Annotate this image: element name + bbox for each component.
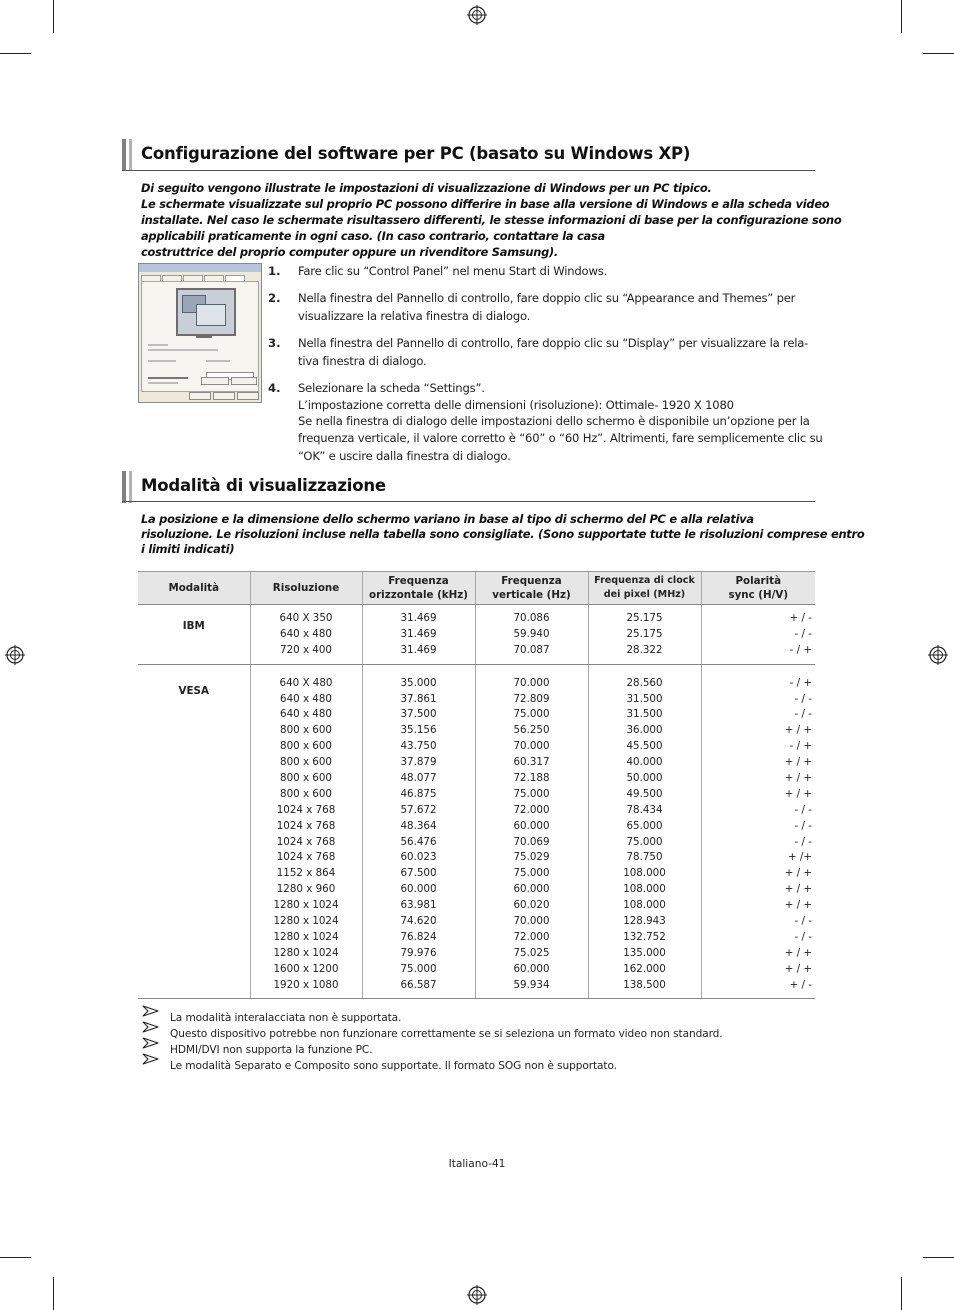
note-text: Le modalità Separato e Composito sono supportate. Il formato SOG non è supportato. — [170, 1060, 617, 1072]
table-cell-value: 60.000 — [513, 883, 550, 896]
table-cell-value: 70.086 — [513, 612, 550, 624]
crop-mark — [53, 0, 54, 33]
table-cell-value: 59.940 — [513, 627, 550, 640]
table-cell-value: 72.000 — [513, 803, 550, 816]
table-cell-value: 31.500 — [626, 708, 663, 721]
table-cell-value: 75.000 — [626, 835, 663, 848]
table-cell-value: - / - — [794, 692, 812, 705]
table-cell-value: 74.620 — [400, 915, 437, 928]
table-cell-value: 75.000 — [513, 867, 550, 880]
table-cell-value: 720 x 400 — [280, 643, 332, 656]
crop-mark — [923, 1257, 954, 1258]
step-text: tiva finestra di dialogo. — [298, 353, 427, 368]
table-cell-value: 640 x 480 — [280, 708, 332, 721]
table-cell-value: 800 x 600 — [280, 740, 332, 753]
table-cell-value: - / - — [794, 819, 812, 832]
intro-line: Di seguito vengono illustrate le impostazioni di visualizzazione di Windows per un PC tipico. — [141, 181, 712, 195]
step-text: Se nella finestra di dialogo delle impostazioni dello schermo è disponibile un’opzione per la — [298, 414, 810, 428]
intro-line: Le schermate visualizzate sul proprio PC possono differire in base alla versione di Windows e alla scheda video — [141, 197, 830, 211]
table-cell-value: 1280 x 1024 — [273, 915, 339, 928]
table-cell-value: 60.020 — [513, 899, 550, 912]
table-cell-value: 48.077 — [400, 772, 437, 785]
column-header: Risoluzione — [250, 572, 362, 605]
table-cell-value: 1024 x 768 — [276, 819, 336, 832]
crop-mark — [901, 0, 902, 33]
table-cell-value: 60.000 — [513, 819, 550, 832]
table-cell-value: 79.976 — [400, 946, 437, 959]
table-cell-value: + / + — [784, 962, 812, 975]
table-cell-value: - / - — [794, 803, 812, 816]
table-cell-value: - / + — [789, 643, 812, 656]
column-header: Modalità — [138, 572, 250, 605]
table-group-vesa — [138, 664, 815, 999]
table-cell-value: 1024 x 768 — [276, 835, 336, 848]
table-cell-value: 60.317 — [513, 756, 550, 769]
table-cell-value: 1152 x 864 — [276, 867, 336, 880]
registration-target-icon — [928, 645, 948, 665]
table-cell-value: + /+ — [788, 851, 812, 864]
table-cell-value: 1920 x 1080 — [273, 978, 339, 991]
intro-line: applicabili praticamente in ogni caso. (In caso contrario, contattare la casa — [141, 229, 605, 243]
v-freq-cell — [475, 664, 588, 999]
table-cell-value: 1280 x 960 — [276, 883, 336, 896]
note-text: HDMI/DVI non supporta la funzione PC. — [170, 1044, 373, 1056]
table-cell-value: 70.000 — [513, 676, 550, 689]
table-cell-value: 35.156 — [400, 724, 437, 737]
table-cell-value: 640 X 480 — [279, 676, 333, 689]
column-header: Polarità sync (H/V) — [701, 572, 815, 605]
monitor-icon — [176, 288, 236, 336]
table-cell-value: 108.000 — [623, 867, 666, 880]
table-cell-value: + / - — [789, 978, 812, 991]
table-cell-value: 60.023 — [400, 851, 437, 864]
table-cell-value: 25.175 — [626, 612, 663, 624]
table-cell-value: 35.000 — [400, 676, 437, 689]
table-cell-value: 640 x 480 — [280, 692, 332, 705]
table-cell-value: + / + — [784, 787, 812, 800]
crop-mark — [901, 1277, 902, 1310]
resolution-cell — [250, 664, 362, 999]
section-title: Configurazione del software per PC (basato su Windows XP) — [141, 144, 691, 163]
step-text: “OK” e uscire dalla finestra di dialogo. — [298, 449, 511, 463]
step-text: Selezionare la scheda “Settings”. — [298, 381, 485, 395]
table-cell-value: 138.500 — [623, 978, 666, 991]
table-cell-value: 72.000 — [513, 930, 550, 943]
section-intro — [141, 512, 864, 557]
polarity-cell — [701, 664, 815, 999]
table-cell-value: 76.824 — [400, 930, 437, 943]
table-cell-value: - / - — [794, 627, 812, 640]
table-cell-value: 72.809 — [513, 692, 550, 705]
table-cell-value: 31.469 — [400, 627, 437, 640]
intro-line: costruttrice del proprio computer oppure un rivenditore Samsung). — [141, 245, 559, 259]
table-cell-value: 1600 x 1200 — [273, 962, 339, 975]
table-cell-value: 108.000 — [623, 883, 666, 896]
table-cell-value: 78.750 — [626, 851, 663, 864]
arrow-right-icon — [142, 1020, 160, 1034]
table-cell-value: 45.500 — [626, 740, 663, 753]
table-cell-value: 31.469 — [400, 612, 437, 624]
table-cell-value: 108.000 — [623, 899, 666, 912]
window-titlebar — [139, 264, 261, 272]
table-cell-value: 31.469 — [400, 643, 437, 656]
table-cell-value: 56.476 — [400, 835, 437, 848]
table-cell-value: 75.000 — [400, 962, 437, 975]
table-cell-value: 75.025 — [513, 946, 550, 959]
note-text: La modalità interalacciata non è supportata. — [170, 1012, 402, 1024]
table-cell-value: + / + — [784, 724, 812, 737]
table-cell-value: 66.587 — [400, 978, 437, 991]
table-cell-value: 50.000 — [626, 772, 663, 785]
crop-mark — [53, 1277, 54, 1310]
table-cell-value: 640 X 350 — [279, 612, 333, 624]
table-cell-value: 132.752 — [623, 930, 666, 943]
column-header: Frequenza orizzontale (kHz) — [362, 572, 475, 605]
step-text: Fare clic su “Control Panel” nel menu Start di Windows. — [298, 264, 608, 278]
arrow-right-icon — [142, 1004, 160, 1018]
table-cell-value: 36.000 — [626, 724, 663, 737]
table-cell-value: 800 x 600 — [280, 787, 332, 800]
table-cell-value: + / + — [784, 772, 812, 785]
section-marker — [122, 139, 126, 171]
table-cell-value: 70.069 — [513, 835, 550, 848]
table-cell-value: 1280 x 1024 — [273, 899, 339, 912]
table-cell-value: 59.934 — [513, 978, 550, 991]
table-cell-value: 40.000 — [626, 756, 663, 769]
table-cell-value: 75.000 — [513, 787, 550, 800]
table-cell-value: 75.029 — [513, 851, 550, 864]
polarity-cell — [701, 605, 815, 665]
table-cell-value: 1024 x 768 — [276, 803, 336, 816]
table-cell-value: 37.861 — [400, 692, 437, 705]
table-cell-value: 37.500 — [400, 708, 437, 721]
table-cell-value: + / + — [784, 899, 812, 912]
crop-mark — [0, 53, 31, 54]
table-cell-value: 70.000 — [513, 915, 550, 928]
step-text: Nella finestra del Pannello di controllo, fare doppio clic su “Appearance and Themes” per — [298, 291, 796, 305]
step-number: 3. — [268, 336, 281, 350]
section-marker — [129, 471, 132, 503]
section-marker — [129, 139, 132, 171]
table-cell-value: - / - — [794, 835, 812, 848]
resolution-cell — [250, 605, 362, 665]
pixel-clock-cell — [588, 605, 701, 665]
table-cell-value: 49.500 — [626, 787, 663, 800]
arrow-right-icon — [142, 1052, 160, 1066]
table-cell-value: 63.981 — [400, 899, 437, 912]
settings-panel — [141, 281, 259, 392]
table-cell-value: 800 x 600 — [280, 756, 332, 769]
table-cell-value: 65.000 — [626, 819, 663, 832]
step-text: L’impostazione corretta delle dimensioni (risoluzione): Ottimale- 1920 X 1080 — [298, 397, 734, 412]
registration-target-icon — [5, 645, 25, 665]
table-cell-value: 25.175 — [626, 627, 663, 640]
table-cell-value: 75.000 — [513, 708, 550, 721]
table-cell-value: 72.188 — [513, 772, 550, 785]
step-text: visualizzare la relativa finestra di dialogo. — [298, 308, 531, 323]
table-cell-value: 800 x 600 — [280, 724, 332, 737]
table-cell-value: 60.000 — [400, 883, 437, 896]
registration-target-icon — [467, 5, 487, 25]
table-cell-value: 37.879 — [400, 756, 437, 769]
table-cell-value: 31.500 — [626, 692, 663, 705]
table-cell-value: + / + — [784, 867, 812, 880]
table-cell-value: 128.943 — [623, 915, 666, 928]
table-cell-value: 1280 x 1024 — [273, 946, 339, 959]
table-cell-value: 1024 x 768 — [276, 851, 336, 864]
section-rule — [122, 170, 815, 171]
pixel-clock-cell — [588, 664, 701, 999]
table-cell-value: - / - — [794, 930, 812, 943]
h-freq-cell — [362, 605, 475, 665]
registration-target-icon — [467, 1285, 487, 1305]
table-cell-value: + / + — [784, 946, 812, 959]
table-cell-value: + / + — [784, 883, 812, 896]
mode-cell — [138, 605, 250, 665]
crop-mark — [923, 53, 954, 54]
intro-line: installate. Nel caso le schermate risultassero differenti, le stesse informazioni di base per la configurazione sono — [141, 213, 842, 227]
table-cell-value: 60.000 — [513, 962, 550, 975]
table-cell-value: 56.250 — [513, 724, 550, 737]
table-cell-value: 67.500 — [400, 867, 437, 880]
table-cell-value: 43.750 — [400, 740, 437, 753]
table-cell-value: 162.000 — [623, 962, 666, 975]
table-cell-value: 48.364 — [400, 819, 437, 832]
page-number: Italiano-41 — [448, 1158, 506, 1170]
table-cell-value: 46.875 — [400, 787, 437, 800]
step-number: 4. — [268, 381, 281, 395]
table-group-ibm — [138, 605, 815, 665]
step-number: 1. — [268, 264, 281, 278]
arrow-right-icon — [142, 1036, 160, 1050]
mode-cell — [138, 664, 250, 999]
intro-line: risoluzione. Le risoluzioni incluse nella tabella sono consigliate. (Sono supportate tutte le risoluzioni comprese entro — [141, 527, 865, 541]
display-modes-table — [138, 571, 815, 999]
mode-label: VESA — [178, 684, 209, 697]
intro-line: La posizione e la dimensione dello schermo variano in base al tipo di schermo del PC e alla relativa — [141, 512, 754, 526]
table-cell-value: - / - — [794, 915, 812, 928]
table-cell-value: 57.672 — [400, 803, 437, 816]
intro-line: i limiti indicati) — [141, 542, 235, 556]
table-cell-value: - / + — [789, 676, 812, 689]
section-title: Modalità di visualizzazione — [141, 476, 386, 495]
column-header: Frequenza verticale (Hz) — [475, 572, 588, 605]
table-cell-value: 78.434 — [626, 803, 663, 816]
table-cell-value: 1280 x 1024 — [273, 930, 339, 943]
v-freq-cell — [475, 605, 588, 665]
crop-mark — [0, 1257, 31, 1258]
step-text: Nella finestra del Pannello di controllo, fare doppio clic su “Display” per visualizzare la rela- — [298, 336, 809, 350]
table-cell-value: 640 x 480 — [280, 627, 332, 640]
mode-label: IBM — [182, 620, 205, 632]
section-marker — [122, 471, 126, 503]
table-cell-value: + / + — [784, 756, 812, 769]
h-freq-cell — [362, 664, 475, 999]
note-text: Questo dispositivo potrebbe non funzionare correttamente se si seleziona un formato video non standard. — [170, 1028, 723, 1040]
step-text: frequenza verticale, il valore corretto è “60” o “60 Hz”. Altrimenti, fare semplicemente clic su — [298, 430, 823, 445]
table-cell-value: - / - — [794, 708, 812, 721]
table-header-row — [138, 572, 815, 605]
column-header: Frequenza di clock dei pixel (MHz) — [588, 572, 701, 605]
table-cell-value: - / + — [789, 740, 812, 753]
table-cell-value: + / - — [789, 612, 812, 624]
step-number: 2. — [268, 291, 281, 305]
table-cell-value: 28.560 — [626, 676, 663, 689]
display-properties-screenshot — [138, 263, 262, 403]
table-cell-value: 28.322 — [626, 643, 663, 656]
table-cell-value: 800 x 600 — [280, 772, 332, 785]
section-rule — [122, 501, 815, 502]
table-cell-value: 70.000 — [513, 740, 550, 753]
table-cell-value: 135.000 — [623, 946, 666, 959]
table-cell-value: 70.087 — [513, 643, 550, 656]
section-intro — [141, 180, 842, 260]
